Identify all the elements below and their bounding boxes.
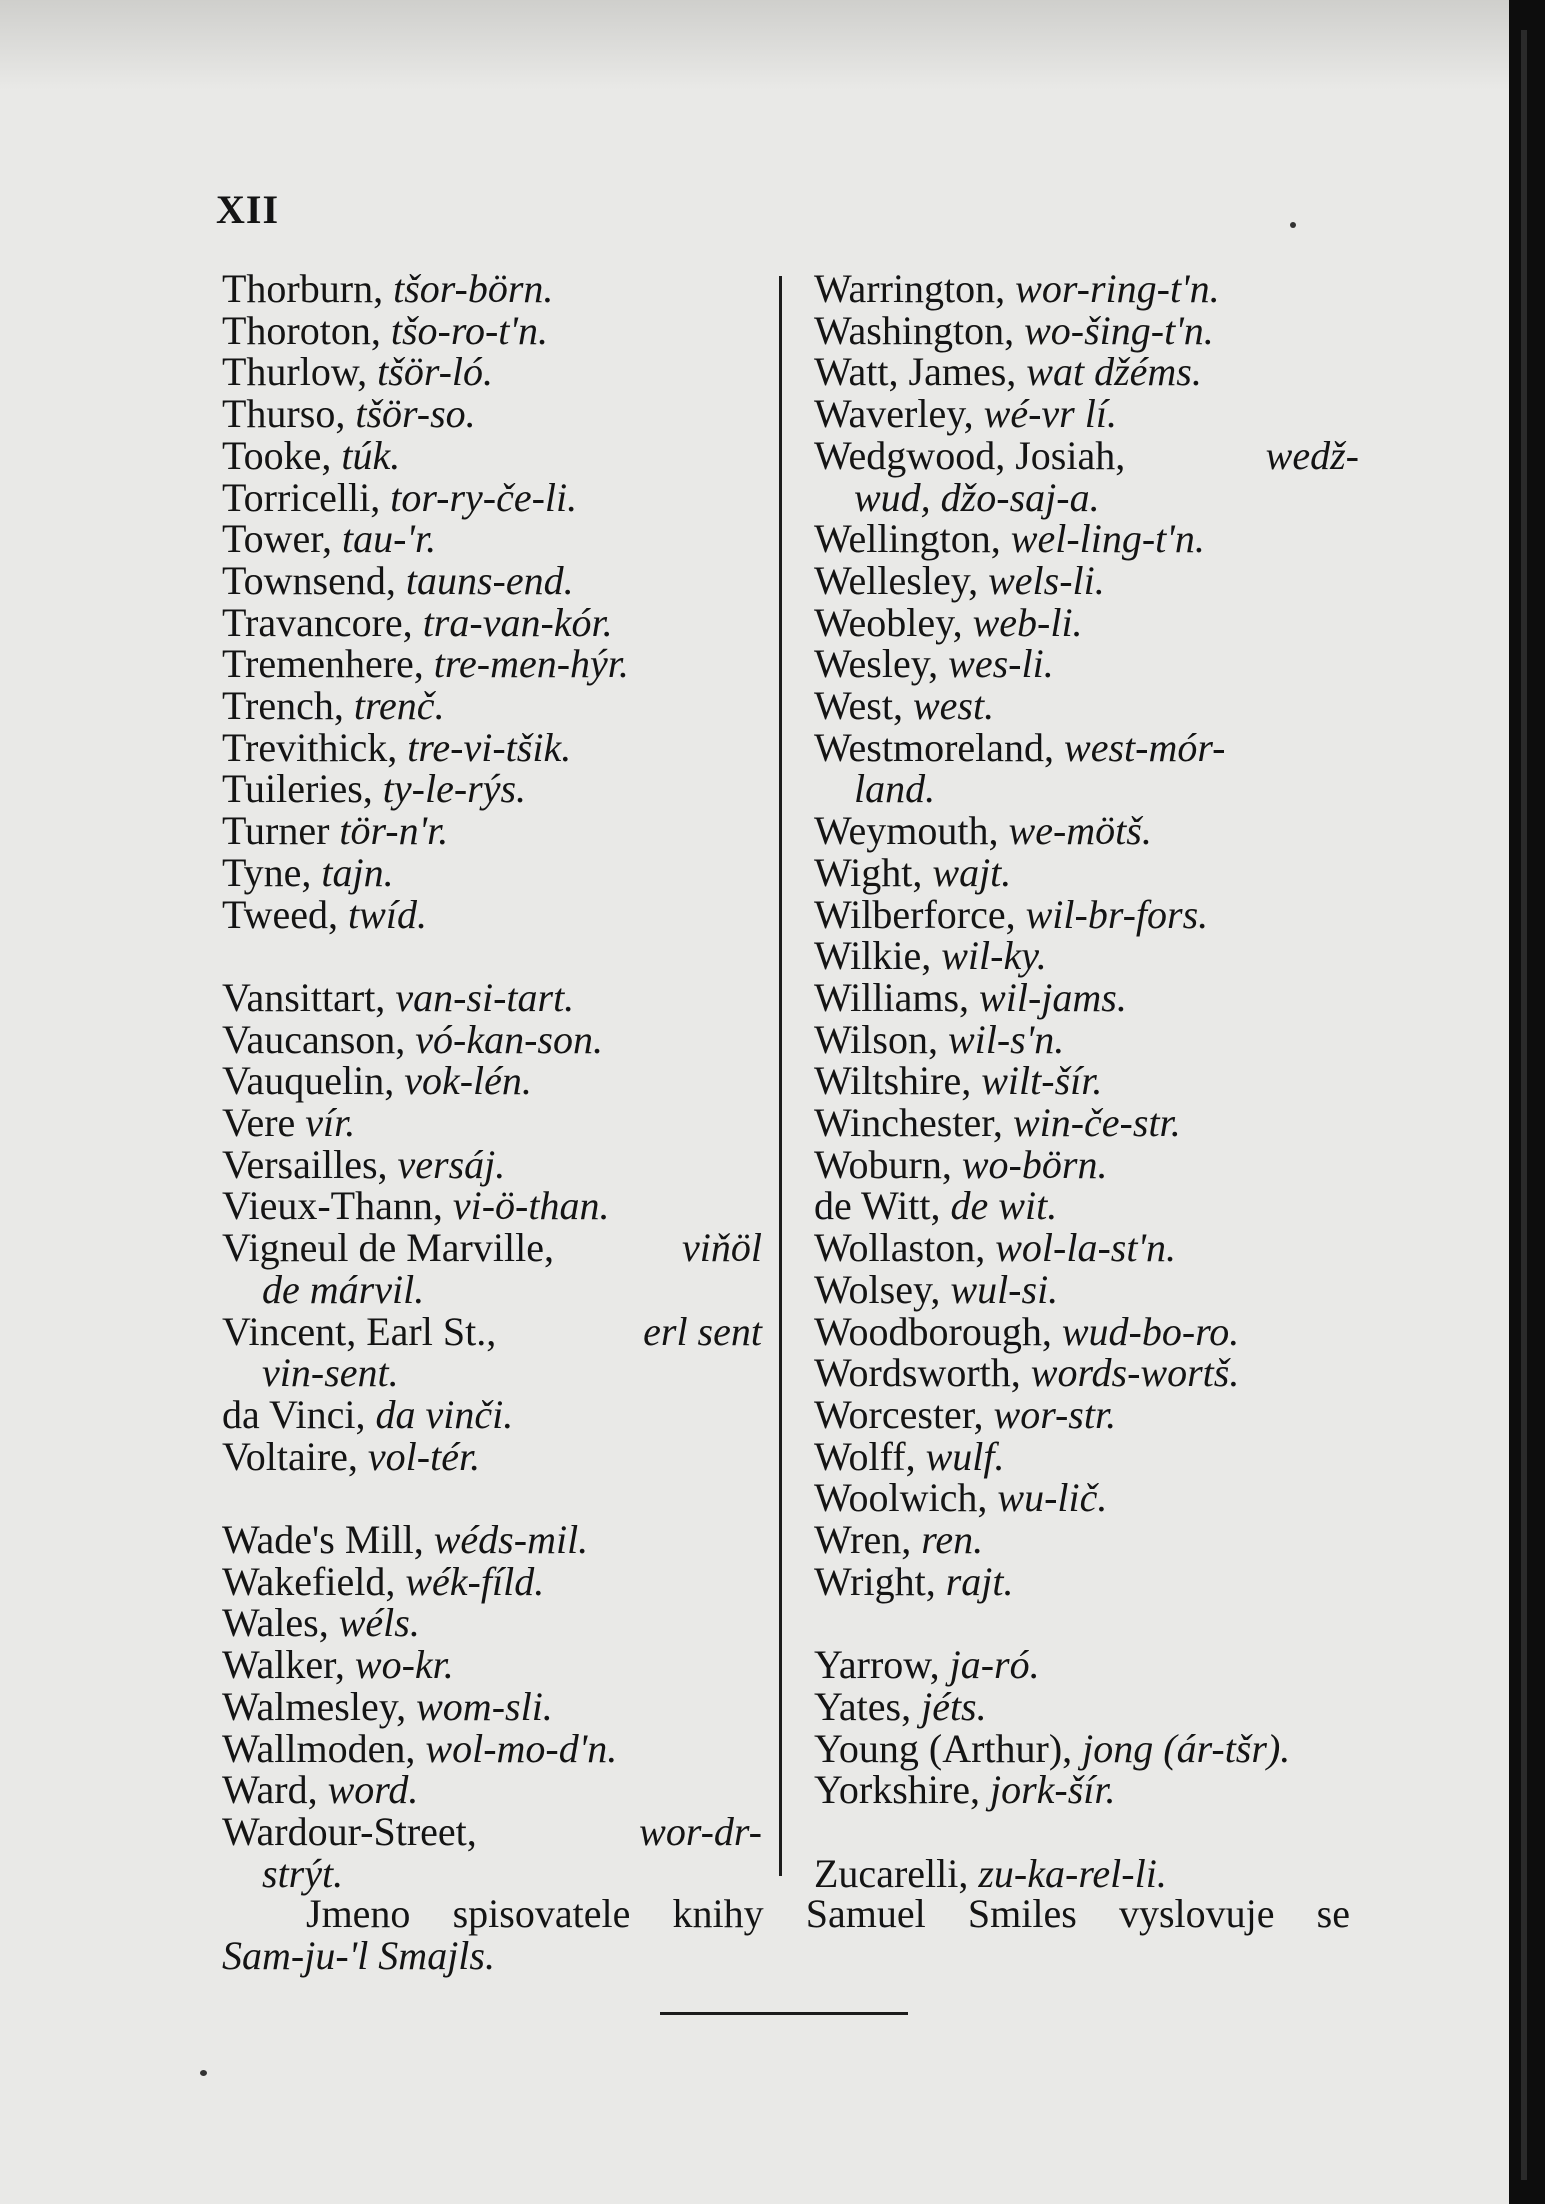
glossary-entry <box>814 1477 1359 1519</box>
glossary-entry <box>222 1352 762 1394</box>
end-rule <box>660 2012 908 2015</box>
glossary-entry <box>222 1519 762 1561</box>
entry-name: Tweed, <box>222 891 339 937</box>
glossary-entry <box>222 268 762 310</box>
entry-pronunciation: vi-ö-than. <box>452 1183 610 1229</box>
entry-pronunciation: wud, džo-saj-a. <box>854 474 1100 520</box>
entry-pronunciation: túk. <box>341 432 401 478</box>
entry-name: Westmoreland, <box>814 724 1055 770</box>
glossary-entry <box>814 393 1359 435</box>
entry-pronunciation: zu-ka-rel-li. <box>978 1850 1167 1896</box>
glossary-entry <box>222 1266 762 1312</box>
entry-name: Vaucanson, <box>222 1016 406 1062</box>
glossary-entry <box>222 1016 762 1062</box>
glossary-entry <box>222 557 762 603</box>
entry-name: Tooke, <box>222 432 332 478</box>
glossary-entry <box>222 1060 762 1102</box>
entry-name: Wakefield, <box>222 1558 396 1604</box>
entry-name: Wren, <box>814 1517 912 1563</box>
entry-name: Woodborough, <box>814 1308 1052 1354</box>
glossary-entry <box>814 1725 1359 1771</box>
glossary-entry <box>814 432 1359 478</box>
entry-name: Thurso, <box>222 391 346 437</box>
entry-pronunciation: jork-šír. <box>989 1767 1116 1813</box>
entry-pronunciation: strýt. <box>262 1850 344 1896</box>
entry-name: Wardour-Street, <box>222 1808 477 1854</box>
entry-pronunciation: tor-ry-če-li. <box>390 474 578 520</box>
glossary-entry <box>814 643 1359 685</box>
glossary-entry <box>814 1391 1359 1437</box>
entry-name: Worcester, <box>814 1391 984 1437</box>
entry-pronunciation: tšor-börn. <box>393 266 554 311</box>
entry-pronunciation: wilt-šír. <box>981 1058 1103 1104</box>
glossary-entry <box>222 1558 762 1604</box>
note-word: vyslovuje <box>1118 1891 1275 1936</box>
entry-pronunciation: ty-le-rýs. <box>382 766 527 812</box>
glossary-entry <box>222 474 762 520</box>
glossary-entry <box>222 643 762 685</box>
entry-pronunciation: twíd. <box>348 891 427 937</box>
glossary-entry <box>814 1227 1359 1269</box>
glossary-entry <box>222 724 762 770</box>
entry-pronunciation: words-wortš. <box>1030 1350 1240 1396</box>
page-top-shading <box>0 0 1509 90</box>
glossary-entry <box>222 685 762 727</box>
entry-pronunciation: vír. <box>305 1100 356 1146</box>
glossary-entry <box>814 307 1359 353</box>
entry-pronunciation: tre-vi-tšik. <box>407 724 572 770</box>
entry-pronunciation: de wit. <box>950 1183 1058 1229</box>
entry-pronunciation: vin-sent. <box>262 1350 399 1396</box>
entry-pronunciation: jong (ár-tšr). <box>1082 1725 1291 1771</box>
author-note-line-1 <box>222 1893 1350 1935</box>
entry-name: Voltaire, <box>222 1433 358 1479</box>
entry-name: Tuileries, <box>222 766 373 812</box>
glossary-entry <box>222 1141 762 1187</box>
entry-name: Vigneul de Marville, <box>222 1225 554 1271</box>
entry-pronunciation: wol-la-st'n. <box>995 1225 1176 1271</box>
glossary-entry <box>814 1769 1359 1811</box>
entry-name: Wright, <box>814 1558 936 1604</box>
entry-pronunciation: ren. <box>921 1517 984 1563</box>
page-number: XII <box>216 187 280 232</box>
glossary-entry <box>222 974 762 1020</box>
entry-name: Yates, <box>814 1683 912 1729</box>
glossary-entry <box>222 849 762 895</box>
page-edge-shadow <box>1509 0 1545 2204</box>
entry-name: Wolff, <box>814 1433 916 1479</box>
glossary-entry <box>814 599 1359 645</box>
entry-pronunciation: wud-bo-ro. <box>1061 1308 1240 1354</box>
glossary-entry <box>814 557 1359 603</box>
entry-pronunciation: tre-men-hýr. <box>433 641 629 687</box>
glossary-entry <box>222 1683 762 1729</box>
glossary-entry <box>814 724 1359 770</box>
ink-speck <box>1290 222 1296 228</box>
entry-name: Weymouth, <box>814 808 999 854</box>
entry-name: Winchester, <box>814 1100 1003 1146</box>
entry-pronunciation: tra-van-kór. <box>422 599 613 645</box>
glossary-entry <box>222 1185 762 1227</box>
entry-pronunciation: jéts. <box>921 1683 987 1729</box>
entry-name: Wallmoden, <box>222 1725 416 1771</box>
author-note-pronunciation: Sam-ju-'l Smajls. <box>222 1933 495 1978</box>
glossary-entry <box>814 474 1359 520</box>
entry-pronunciation: wulf. <box>925 1433 1005 1479</box>
entry-pronunciation: wil-br-fors. <box>1025 891 1209 937</box>
glossary-entry <box>814 1308 1359 1354</box>
entry-pronunciation: tau-'r. <box>342 516 437 562</box>
note-word: se <box>1316 1891 1350 1936</box>
entry-pronunciation: wul-si. <box>950 1266 1059 1312</box>
entry-name: Vere <box>222 1100 296 1146</box>
entry-pronunciation: rajt. <box>945 1558 1014 1604</box>
entry-name: Thurlow, <box>222 349 368 395</box>
entry-pronunciation: van-si-tart. <box>395 974 575 1020</box>
ink-speck <box>200 2070 207 2076</box>
entry-name: Waverley, <box>814 391 974 437</box>
glossary-entry <box>222 810 762 852</box>
entry-pronunciation: wels-li. <box>988 557 1105 603</box>
entry-name: Wolsey, <box>814 1266 941 1312</box>
entry-pronunciation: trenč. <box>353 683 445 729</box>
entry-name: Wiltshire, <box>814 1058 972 1104</box>
entry-name: Thoroton, <box>222 307 381 353</box>
entry-pronunciation: tauns-end. <box>405 557 574 603</box>
entry-name: Thorburn, <box>222 266 384 311</box>
glossary-entry <box>814 1644 1359 1686</box>
section-gap <box>222 1477 762 1519</box>
glossary-entry <box>814 1433 1359 1479</box>
note-word: Samuel <box>805 1891 926 1936</box>
glossary-entry <box>222 351 762 393</box>
entry-pronunciation: wedž- <box>1265 432 1359 478</box>
glossary-entry <box>222 518 762 560</box>
entry-pronunciation: viňöl <box>682 1225 762 1271</box>
glossary-entry <box>814 518 1359 560</box>
glossary-entry <box>814 1016 1359 1062</box>
left-column <box>222 268 762 1894</box>
entry-pronunciation: land. <box>854 766 936 812</box>
entry-name: Yarrow, <box>814 1642 940 1688</box>
column-divider <box>779 276 782 1876</box>
entry-pronunciation: vok-lén. <box>404 1058 532 1104</box>
entry-pronunciation: web-li. <box>972 599 1083 645</box>
entry-name: Washington, <box>814 307 1015 353</box>
glossary-entry <box>222 599 762 645</box>
entry-pronunciation: wil-ky. <box>941 933 1047 979</box>
glossary-entry <box>814 849 1359 895</box>
glossary-entry <box>222 1102 762 1144</box>
entry-pronunciation: wéds-mil. <box>433 1517 589 1563</box>
entry-name: Yorkshire, <box>814 1767 980 1813</box>
glossary-entry <box>222 1725 762 1771</box>
entry-name: West, <box>814 683 903 729</box>
glossary-entry <box>814 268 1359 310</box>
entry-name: Wilson, <box>814 1016 938 1062</box>
glossary-entry <box>222 1644 762 1686</box>
entry-name: Zucarelli, <box>814 1850 969 1896</box>
glossary-entry <box>814 1102 1359 1144</box>
entry-name: Wellesley, <box>814 557 979 603</box>
entry-pronunciation: tajn. <box>321 849 394 895</box>
entry-name: Ward, <box>222 1767 318 1813</box>
entry-name: Trevithick, <box>222 724 398 770</box>
entry-name: de Witt, <box>814 1183 941 1229</box>
section-gap <box>222 935 762 977</box>
glossary-entry <box>222 1227 762 1269</box>
entry-name: Trench, <box>222 683 344 729</box>
glossary-entry <box>222 393 762 435</box>
entry-pronunciation: wol-mo-d'n. <box>425 1725 618 1771</box>
entry-name: Wilberforce, <box>814 891 1016 937</box>
entry-pronunciation: erl sent <box>643 1308 762 1354</box>
page-edge-line <box>1521 30 1527 2180</box>
entry-name: Vieux-Thann, <box>222 1183 443 1229</box>
glossary-entry <box>814 1850 1359 1896</box>
entry-pronunciation: wo-börn. <box>961 1141 1108 1187</box>
glossary-entry <box>222 1850 762 1896</box>
glossary-entry <box>814 351 1359 393</box>
glossary-entry <box>814 1060 1359 1102</box>
entry-pronunciation: tšo-ro-t'n. <box>390 307 548 353</box>
glossary-entry <box>222 1308 762 1354</box>
glossary-entry <box>814 891 1359 937</box>
entry-name: Warrington, <box>814 266 1006 311</box>
entry-pronunciation: wom-sli. <box>416 1683 553 1729</box>
entry-name: Vansittart, <box>222 974 386 1020</box>
entry-name: Weobley, <box>814 599 963 645</box>
entry-name: Versailles, <box>222 1141 388 1187</box>
note-word: Jmeno <box>306 1891 411 1936</box>
glossary-entry <box>222 1769 762 1811</box>
entry-pronunciation: da vinči. <box>375 1391 514 1437</box>
entry-name: Wollaston, <box>814 1225 986 1271</box>
entry-pronunciation: ja-ró. <box>949 1642 1040 1688</box>
entry-name: Wade's Mill, <box>222 1517 424 1563</box>
entry-pronunciation: wes-li. <box>948 641 1054 687</box>
entry-name: Tremenhere, <box>222 641 424 687</box>
glossary-entry <box>814 1352 1359 1394</box>
entry-pronunciation: wor-str. <box>993 1391 1117 1437</box>
glossary-entry <box>222 1808 762 1854</box>
author-note <box>222 1893 1350 1977</box>
glossary-entry <box>222 891 762 937</box>
glossary-entry <box>222 307 762 353</box>
entry-name: Townsend, <box>222 557 396 603</box>
entry-name: Walmesley, <box>222 1683 407 1729</box>
entry-name: Vauquelin, <box>222 1058 395 1104</box>
entry-pronunciation: versáj. <box>397 1141 506 1187</box>
glossary-entry <box>814 1185 1359 1227</box>
glossary-entry <box>814 810 1359 852</box>
entry-name: Walker, <box>222 1642 345 1688</box>
entry-pronunciation: wo-šing-t'n. <box>1024 307 1214 353</box>
note-word: spisovatele <box>452 1891 631 1936</box>
entry-name: Williams, <box>814 974 970 1020</box>
entry-pronunciation: wo-kr. <box>354 1642 454 1688</box>
glossary-entry <box>222 1391 762 1437</box>
glossary-entry <box>222 768 762 810</box>
entry-name: Wellington, <box>814 516 1001 562</box>
entry-pronunciation: wor-dr- <box>639 1808 762 1854</box>
entry-pronunciation: wel-ling-t'n. <box>1010 516 1205 562</box>
entry-name: Woolwich, <box>814 1475 988 1521</box>
entry-pronunciation: tšör-so. <box>355 391 476 437</box>
note-word: Smiles <box>967 1891 1077 1936</box>
entry-name: da Vinci, <box>222 1391 366 1437</box>
glossary-entry <box>814 1519 1359 1561</box>
entry-pronunciation: tšör-ló. <box>377 349 494 395</box>
glossary-entry <box>814 1683 1359 1729</box>
entry-name: Wedgwood, Josiah, <box>814 432 1126 478</box>
entry-name: Wight, <box>814 849 923 895</box>
entry-pronunciation: tör-n'r. <box>339 808 449 854</box>
glossary-entry <box>814 1558 1359 1604</box>
entry-name: Travancore, <box>222 599 413 645</box>
entry-pronunciation: west. <box>912 683 995 729</box>
entry-name: Tower, <box>222 516 332 562</box>
entry-name: Torricelli, <box>222 474 381 520</box>
entry-name: Watt, James, <box>814 349 1017 395</box>
glossary-entry <box>222 432 762 478</box>
glossary-entry <box>222 1433 762 1479</box>
entry-pronunciation: wajt. <box>932 849 1012 895</box>
entry-name: Tyne, <box>222 849 312 895</box>
entry-name: Woburn, <box>814 1141 952 1187</box>
section-gap <box>814 1811 1359 1853</box>
entry-pronunciation: wé-vr lí. <box>983 391 1117 437</box>
entry-pronunciation: wil-s'n. <box>947 1016 1065 1062</box>
entry-name: Young (Arthur), <box>814 1725 1073 1771</box>
entry-pronunciation: word. <box>327 1767 419 1813</box>
entry-pronunciation: we-mötš. <box>1008 808 1152 854</box>
entry-pronunciation: vó-kan-son. <box>415 1016 603 1062</box>
note-word: knihy <box>672 1891 764 1936</box>
glossary-entry <box>814 1266 1359 1312</box>
glossary-entry <box>814 974 1359 1020</box>
entry-pronunciation: wéls. <box>338 1600 420 1646</box>
entry-pronunciation: wat džéms. <box>1026 349 1202 395</box>
entry-pronunciation: wék-fíld. <box>405 1558 545 1604</box>
entry-pronunciation: vol-tér. <box>367 1433 481 1479</box>
entry-pronunciation: wor-ring-t'n. <box>1015 266 1220 311</box>
entry-pronunciation: wu-lič. <box>997 1475 1108 1521</box>
glossary-entry <box>814 1141 1359 1187</box>
glossary-entry <box>814 768 1359 810</box>
entry-name: Turner <box>222 808 330 854</box>
entry-name: Wales, <box>222 1600 329 1646</box>
entry-pronunciation: win-če-str. <box>1012 1100 1181 1146</box>
entry-name: Wesley, <box>814 641 939 687</box>
glossary-entry <box>814 685 1359 727</box>
glossary-entry <box>222 1602 762 1644</box>
right-column <box>814 268 1359 1894</box>
entry-pronunciation: wil-jams. <box>979 974 1127 1020</box>
entry-name: Wilkie, <box>814 933 932 979</box>
glossary-entry <box>814 935 1359 977</box>
entry-pronunciation: west-mór- <box>1064 724 1226 770</box>
entry-name: Wordsworth, <box>814 1350 1021 1396</box>
section-gap <box>814 1603 1359 1645</box>
entry-pronunciation: de márvil. <box>262 1266 425 1312</box>
entry-name: Vincent, Earl St., <box>222 1308 497 1354</box>
